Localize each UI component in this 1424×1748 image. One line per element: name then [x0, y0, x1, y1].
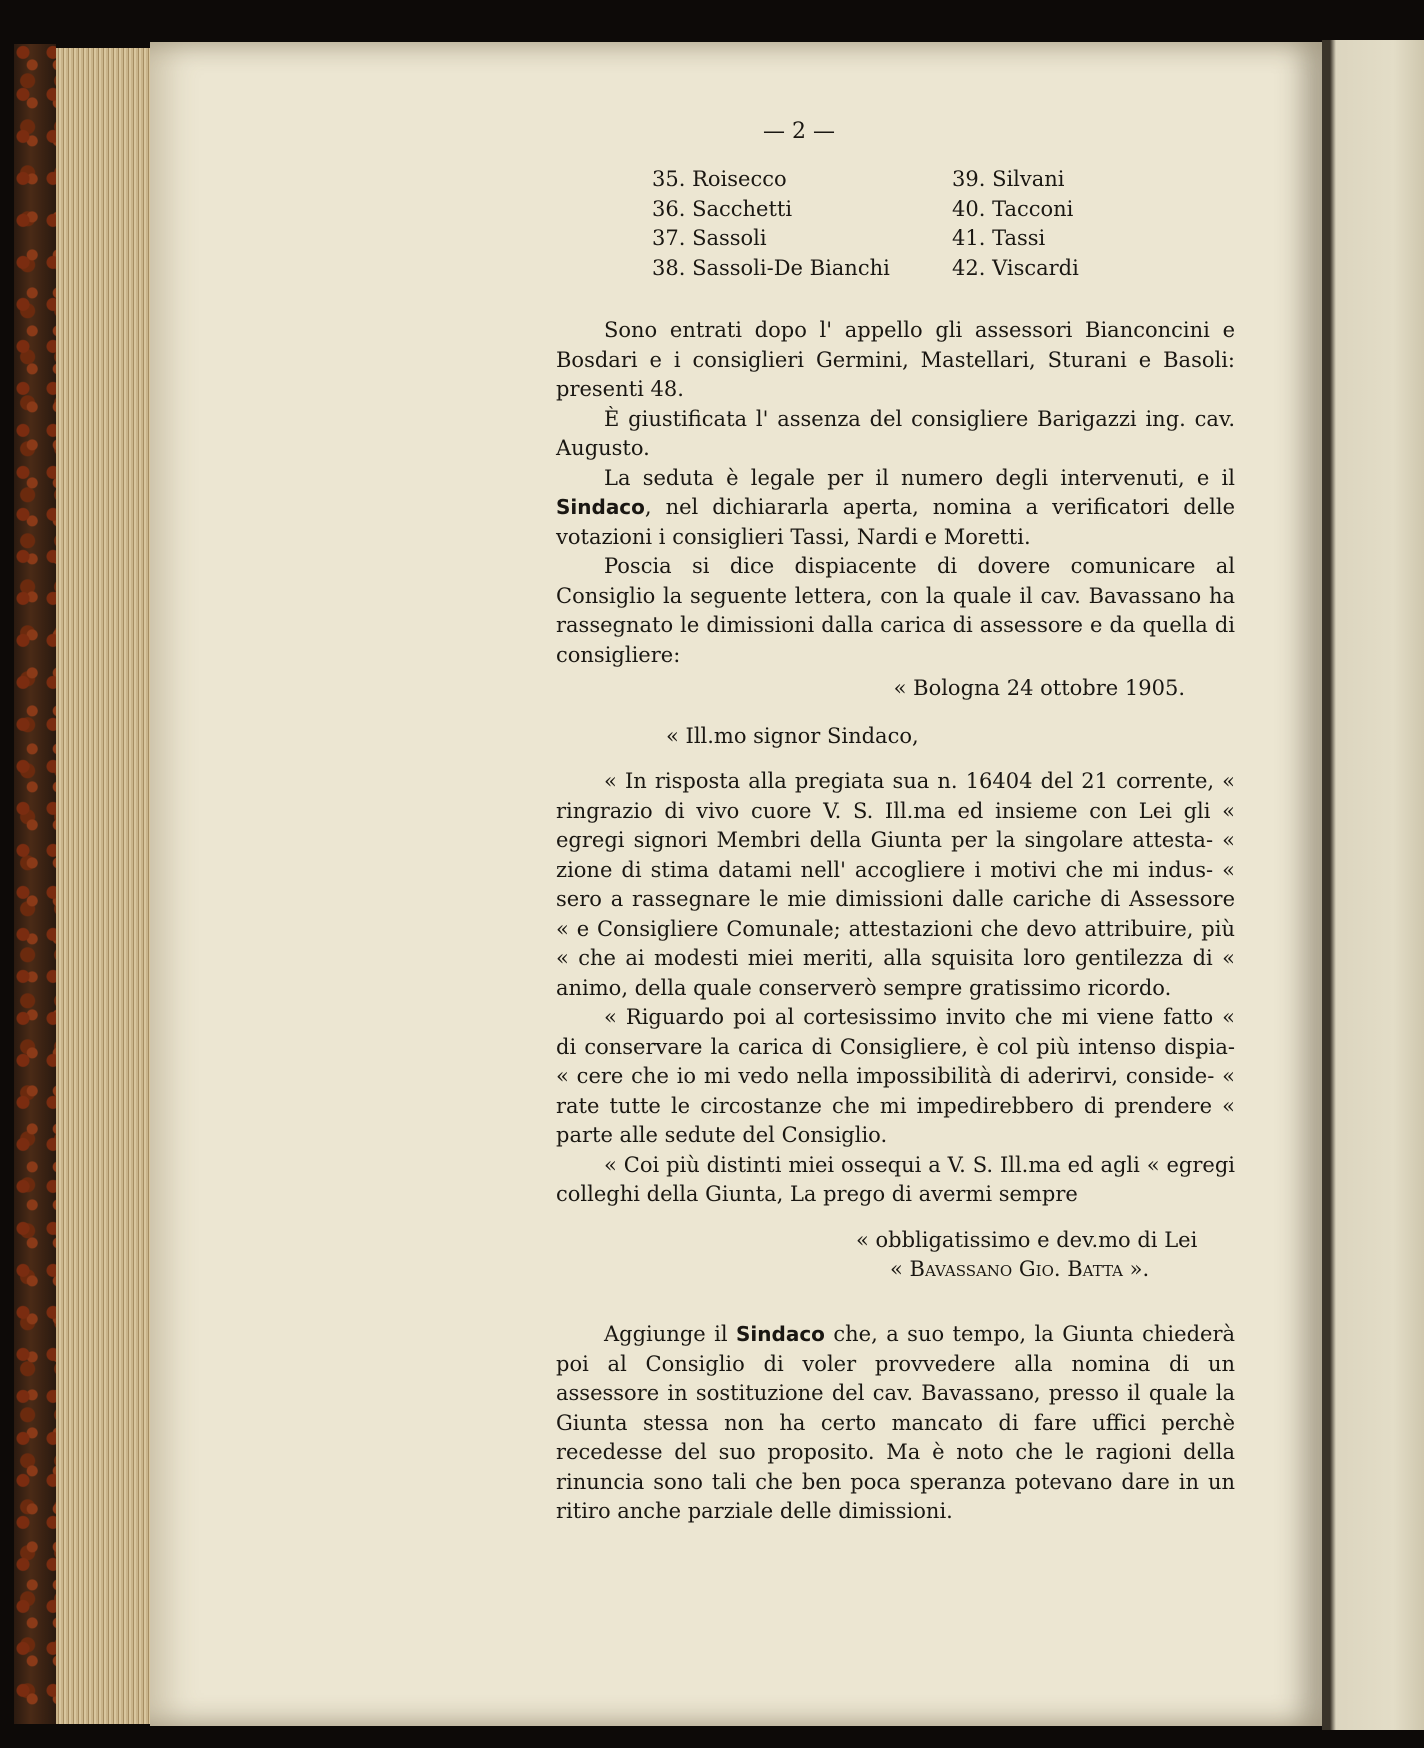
- text-fragment: Aggiunge il: [604, 1322, 728, 1346]
- list-item: 37. Sassoli: [652, 226, 767, 250]
- page-edges: [56, 48, 152, 1724]
- sindaco-label: Sindaco: [736, 1322, 825, 1346]
- paragraph-letter-intro: Poscia si dice dispiacente di dovere comunicare al Consiglio la seguente lettera, con la quale il cav. Bavassano ha rassegnato le dimissioni dalla carica di assessore e da quella di consigliere:: [556, 554, 1235, 667]
- letter-salutation: « Ill.mo signor Sindaco,: [666, 723, 919, 748]
- list-item: 35. Roisecco: [652, 167, 787, 191]
- sindaco-label: Sindaco: [556, 495, 645, 519]
- councillor-list-col-1: [652, 165, 890, 283]
- list-item: 41. Tassi: [952, 226, 1046, 250]
- letter: [556, 674, 1235, 1285]
- list-item: 36. Sacchetti: [652, 196, 793, 221]
- book-cover-edge: [14, 44, 56, 1724]
- paragraph-absence: È giustificata l' assenza del consigliere Barigazzi ing. cav. Augusto.: [556, 406, 1235, 460]
- paragraph-replacement: [556, 1320, 1235, 1527]
- closing-section: [556, 1320, 1235, 1527]
- list-item: 40. Tacconi: [952, 196, 1074, 221]
- list-item: 39. Silvani: [952, 167, 1065, 191]
- letter-signature: « Bavassano Gio. Batta ».: [890, 1257, 1150, 1281]
- list-item: 38. Sassoli-De Bianchi: [652, 255, 890, 280]
- letter-paragraph-3: « Coi più distinti miei ossequi a V. S. Ill.ma ed agli « egregi colleghi della Giunta, La prego di avermi sempre: [556, 1152, 1235, 1206]
- letter-closing: « obbligatissimo e dev.mo di Lei: [856, 1227, 1198, 1252]
- letter-date: « Bologna 24 ottobre 1905.: [893, 676, 1185, 700]
- letter-paragraph-1: « In risposta alla pregiata sua n. 16404 del 21 corrente, « ringrazio di vivo cuore V. S. Ill.ma ed insieme con Lei gli « egregi signori Membri della Giunta per la singolare attesta- « zione di stima datami nell' accogliere i motivi che mi indus- « sero a rassegnare le mie dimissioni dalle cariche di Assessore « e Consigliere Comunale; attestazioni che devo attribuire, più « che ai modesti miei meriti, alla squisita loro gentilezza di « animo, della quale conserverò sempre gratissimo ricordo.: [556, 769, 1235, 1000]
- list-item: 42. Viscardi: [952, 255, 1079, 280]
- letter-paragraph-2: « Riguardo poi al cortesissimo invito che mi viene fatto « di conservare la carica di Consigliere, è col più intenso dispia- « cere che io mi vedo nella impossibilità di aderirvi, conside- « rate tutte le circostanze che mi impedirebbero di prendere « parte alle sedute del Consiglio.: [556, 1005, 1235, 1147]
- page-number: — 2 —: [763, 119, 835, 144]
- councillor-list-col-2: [952, 165, 1079, 283]
- paragraph-session-opened: [556, 464, 1235, 553]
- minutes-body: [556, 316, 1235, 670]
- paragraph-attendance: Sono entrati dopo l' appello gli assessori Bianconcini e Bosdari e i consiglieri Germini, Mastellari, Sturani e Basoli: presenti 48.: [556, 318, 1235, 401]
- facing-page-edge: [1322, 40, 1424, 1730]
- text-fragment: La seduta è legale per il numero degli intervenuti, e il: [604, 465, 1235, 490]
- text-fragment: , nel dichiararla aperta, nomina a verificatori delle votazioni i consiglieri Tassi, Nardi e Moretti.: [556, 495, 1235, 549]
- text-fragment: che, a suo tempo, la Giunta chiederà poi al Consiglio di voler provvedere alla nomina di un assessore in sostituzione del cav. Bavassano, presso il quale la Giunta stessa non ha certo mancato di fare uffici perchè recedesse del suo proposito. Ma è noto che le ragioni della rinuncia sono tali che ben poca speranza potevano dare in un ritiro anche parziale delle dimissioni.: [556, 1322, 1236, 1523]
